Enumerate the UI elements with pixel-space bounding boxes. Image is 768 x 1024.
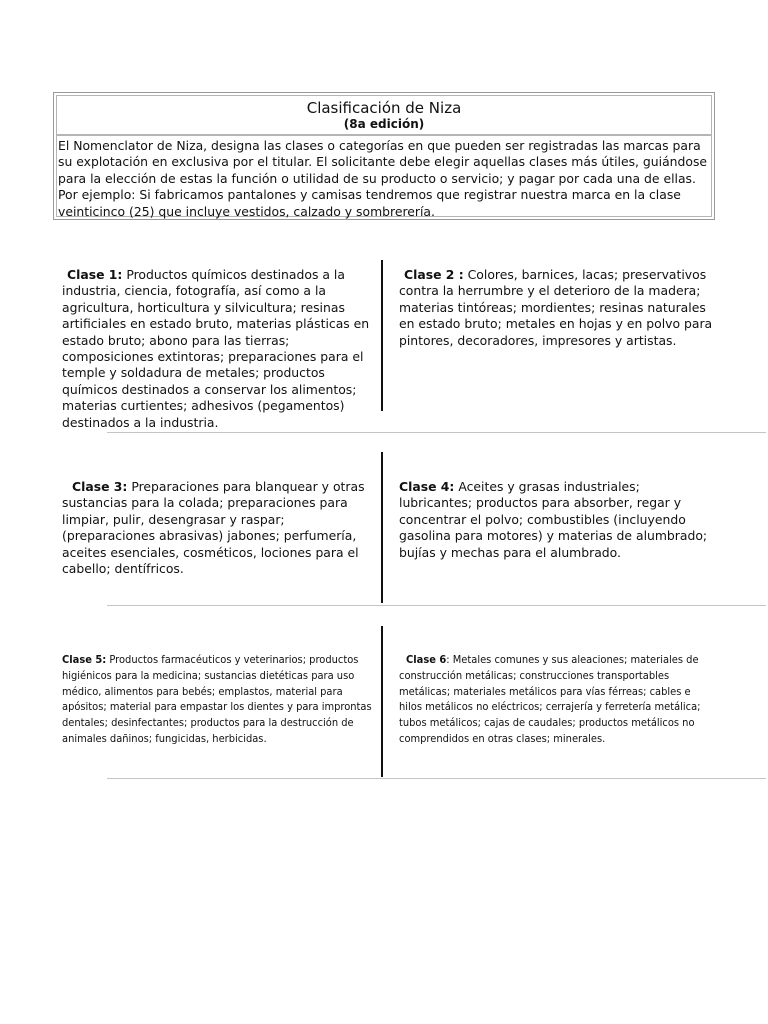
- title-cell: [56, 95, 712, 135]
- class-3-entry: [62, 479, 372, 577]
- class-6-entry: [399, 652, 715, 747]
- class-5-text: Productos farmacéuticos y veterinarios; productos higiénicos para la medicina; sustancias dietéticas para uso médico, alimentos para bebés; emplastos, material para apósitos; material para empastar los dientes y para improntas dentales; desinfectantes; productos para la destrucción de animales dañinos; fungicidas, herbicidas.: [62, 653, 372, 745]
- class-2-text: Colores, barnices, lacas; preservativos contra la herrumbre y el deterioro de la madera; materias tintóreas; mordientes; resinas naturales en estado bruto; metales en hojas y en polvo para pintores, decoradores, impresores y artistas.: [399, 267, 713, 348]
- intro-paragraph: El Nomenclator de Niza, designa las clases o categorías en que pueden ser registradas las marcas para su explotación en exclusiva por el titular. El solicitante debe elegir aquellas clases más útiles, guiándose para la elección de estas la función o utilidad de su producto o servicio; y pagar por cada una de ellas. Por ejemplo: Si fabricamos pantalones y camisas tendremos que registrar nuestra marca en la clase veinticinco (25) que incluye vestidos, calzado y sombrerería.: [58, 138, 708, 219]
- class-5-entry: [62, 652, 372, 747]
- class-2-entry: [399, 267, 715, 349]
- class-3-label: Clase 3:: [72, 479, 128, 494]
- column-divider: [381, 626, 383, 777]
- row-divider: [107, 432, 766, 433]
- class-4-text: Aceites y grasas industriales; lubricantes; productos para absorber, regar y concentrar el polvo; combustibles (incluyendo gasolina para motores) y materias de alumbrado; bujías y mechas para el alumbrado.: [399, 479, 708, 560]
- page-title: Clasificación de Niza: [306, 99, 462, 117]
- class-1-entry: [62, 267, 372, 431]
- intro-cell: [56, 135, 712, 217]
- column-divider: [381, 452, 383, 603]
- class-6-text: : Metales comunes y sus aleaciones; materiales de construcción metálicas; construcciones transportables metálicas; materiales metálicos para vías férreas; cables e hilos metálicos no eléctricos; cerrajería y ferretería metálica; tubos metálicos; cajas de caudales; productos metálicos no comprendidos en otras clases; minerales.: [399, 653, 701, 745]
- class-1-label: Clase 1:: [67, 267, 123, 282]
- class-4-entry: [399, 479, 715, 561]
- page-subtitle: (8a edición): [343, 117, 425, 131]
- class-6-label: Clase 6: [406, 653, 447, 666]
- class-1-text: Productos químicos destinados a la industria, ciencia, fotografía, así como a la agricultura, horticultura y silvicultura; resinas artificiales en estado bruto, materias plásticas en estado bruto; abono para las tierras; composiciones extintoras; preparaciones para el temple y soldadura de metales; productos químicos destinados a conservar los alimentos; materias curtientes; adhesivos (pegamentos) destinados a la industria.: [62, 267, 370, 430]
- class-2-label: Clase 2 :: [404, 267, 464, 282]
- row-divider: [107, 605, 766, 606]
- class-5-label: Clase 5:: [62, 653, 107, 666]
- class-4-label: Clase 4:: [399, 479, 455, 494]
- column-divider: [381, 260, 383, 411]
- row-divider: [107, 778, 766, 779]
- class-3-text: Preparaciones para blanquear y otras sustancias para la colada; preparaciones para limpiar, pulir, desengrasar y raspar; (preparaciones abrasivas) jabones; perfumería, aceites esenciales, cosméticos, lociones para el cabello; dentífricos.: [62, 479, 365, 577]
- header-table: [53, 92, 715, 220]
